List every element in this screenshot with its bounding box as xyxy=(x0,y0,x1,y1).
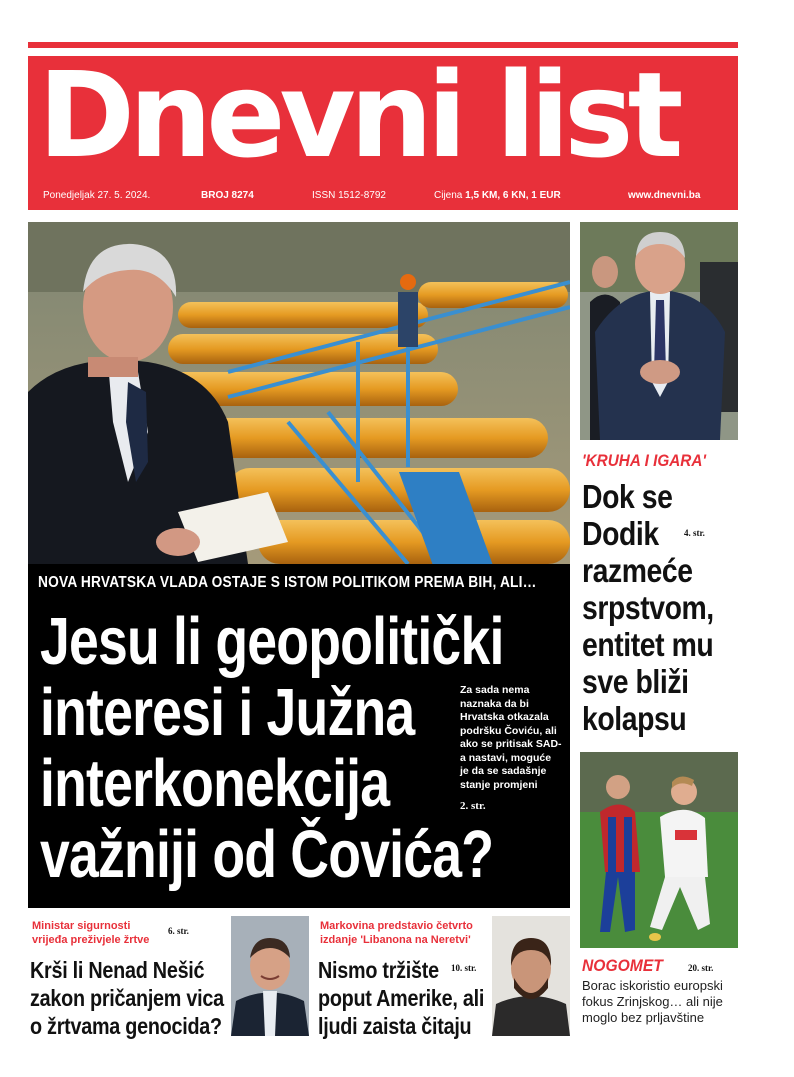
summary-line: Za sada nema xyxy=(460,684,530,696)
bottom-middle-page-ref: 10. str. xyxy=(451,963,477,973)
right-story-kicker: 'KRUHA I IGARA' xyxy=(582,451,707,470)
headline-line: kolapsu xyxy=(582,700,687,737)
headline-line: zakon pričanjem vica xyxy=(30,985,224,1011)
sport-story-photo xyxy=(580,752,738,948)
main-story-summary xyxy=(460,684,568,792)
headline-line: važniji od Čovića? xyxy=(40,817,494,892)
price xyxy=(434,190,561,201)
headline-line: Dodik xyxy=(582,515,659,552)
summary-line: a nastavi, moguće xyxy=(460,751,552,764)
summary-line: stanje promjeni xyxy=(460,778,538,791)
bottom-left-page-ref: 6. str. xyxy=(168,926,189,936)
issue-date: Ponedjeljak 27. 5. 2024. xyxy=(43,190,151,201)
issue-number: BROJ 8274 xyxy=(201,190,254,201)
summary-line: Hrvatska otkazala xyxy=(460,711,549,723)
summary-line: ako se pritisak SAD- xyxy=(460,738,562,750)
headline-line: interesi i Južna xyxy=(40,675,415,750)
headline-line: poput Amerike, ali xyxy=(318,985,485,1011)
bottom-left-kicker xyxy=(32,919,222,947)
kicker-line: vrijeđa preživjele žrtve xyxy=(32,934,150,946)
kicker-line: Markovina predstavio četvrto xyxy=(320,920,473,932)
bottom-left-headline[interactable] xyxy=(30,956,228,1040)
price-label: Cijena xyxy=(434,190,463,201)
main-story-page-ref: 2. str. xyxy=(460,800,486,812)
headline-line: o žrtvama genocida? xyxy=(30,1013,222,1039)
bottom-middle-kicker xyxy=(320,919,520,947)
headline-line: Nismo tržište xyxy=(318,957,439,983)
headline-line: interkonekcija xyxy=(40,746,390,821)
masthead-info-bar xyxy=(28,190,738,208)
headline-line: srpstvom, xyxy=(582,589,714,626)
newspaper-title: Dnevni list xyxy=(38,46,678,184)
main-story-photo xyxy=(28,222,570,564)
masthead xyxy=(28,46,738,210)
sport-story-kicker: NOGOMET xyxy=(582,956,663,975)
headline-line: ljudi zaista čitaju xyxy=(318,1013,472,1039)
right-story-page-ref: 4. str. xyxy=(684,528,705,538)
sport-story-page-ref: 20. str. xyxy=(688,963,714,973)
headline-line: razmeće xyxy=(582,552,693,589)
headline-line: entitet mu xyxy=(582,626,714,663)
bottom-left-photo xyxy=(231,916,309,1036)
bottom-middle-photo xyxy=(492,916,570,1036)
right-story-headline[interactable] xyxy=(582,478,754,737)
headline-line: Dok se xyxy=(582,478,673,515)
kicker-line: Ministar sigurnosti xyxy=(32,920,131,932)
headline-line: sve bliži xyxy=(582,663,689,700)
headline-line: Jesu li geopolitički xyxy=(40,604,504,679)
summary-line: je da se sadašnje xyxy=(460,765,547,777)
bottom-middle-headline[interactable] xyxy=(318,956,516,1040)
price-value: 1,5 KM, 6 KN, 1 EUR xyxy=(465,190,561,201)
headline-line: Krši li Nenad Nešić xyxy=(30,957,205,983)
right-story-photo xyxy=(580,222,738,440)
main-story-kicker: NOVA HRVATSKA VLADA OSTAJE S ISTOM POLITIKOM PREMA BIH, ALI… xyxy=(38,574,537,591)
issn: ISSN 1512-8792 xyxy=(312,190,386,201)
summary-line: podršku Čoviću, ali xyxy=(460,724,557,737)
website-link[interactable]: www.dnevni.ba xyxy=(628,190,701,201)
main-story[interactable] xyxy=(28,564,570,908)
summary-line: naznaka da bi xyxy=(460,697,529,710)
kicker-line: izdanje 'Libanona na Neretvi' xyxy=(320,934,471,946)
sport-story-text[interactable]: Borac iskoristio europski fokus Zrinjskog… ali nije moglo bez prljavštine xyxy=(582,978,723,1025)
